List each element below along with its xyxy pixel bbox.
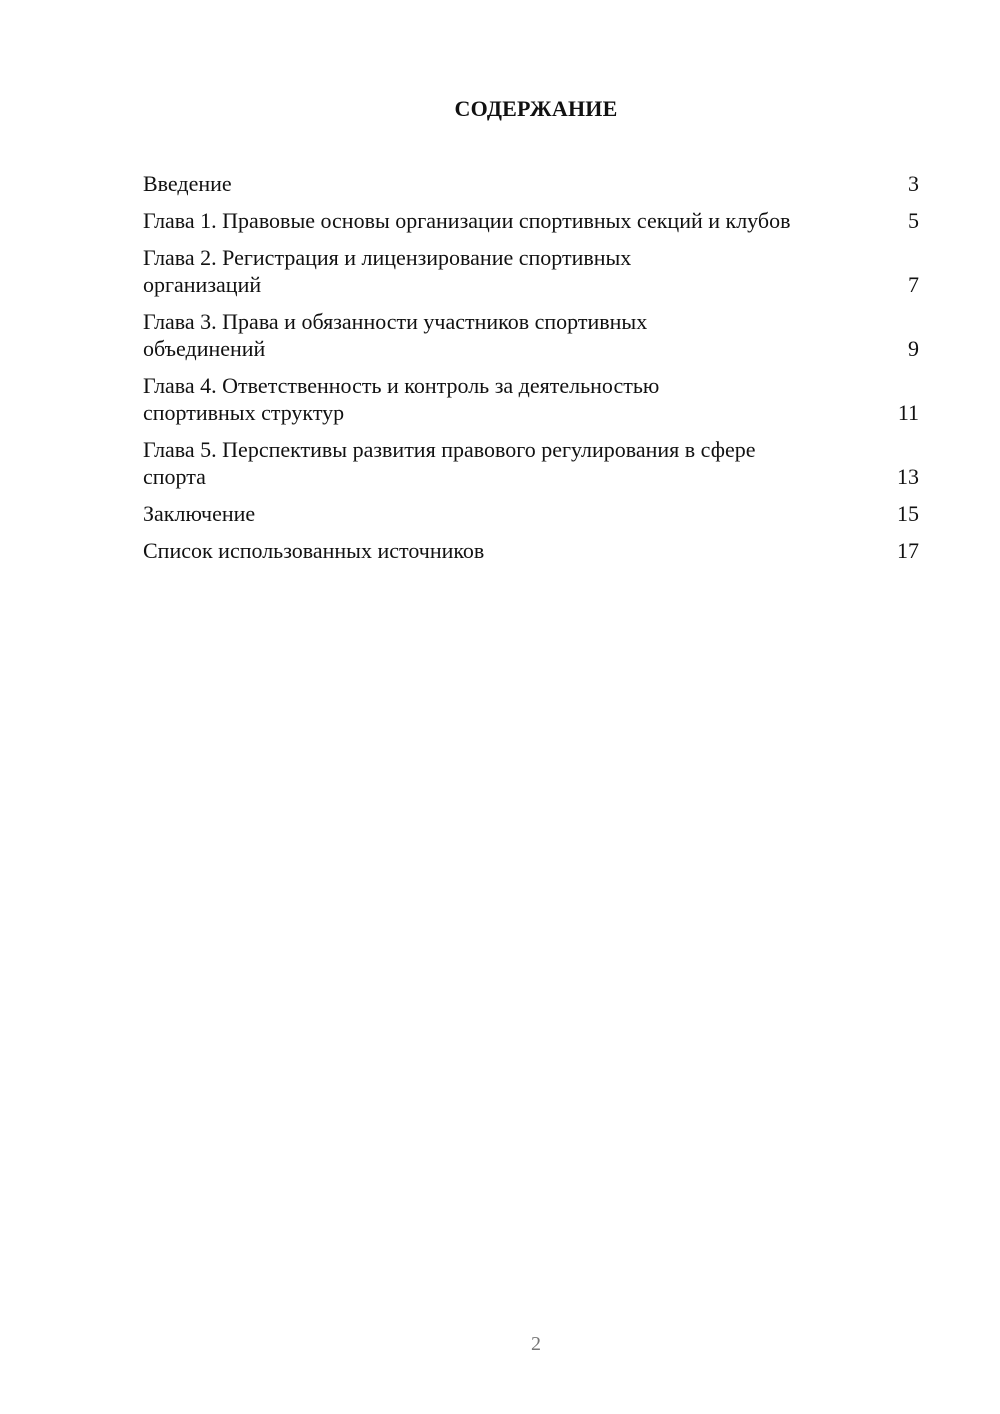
toc-entry-chapter-1 bbox=[143, 207, 919, 234]
toc-entry-label: Список использованных источников bbox=[143, 538, 485, 563]
toc-entry-references bbox=[143, 537, 919, 564]
toc-entry-page: 3 bbox=[908, 171, 919, 196]
toc-entry-chapter-2 bbox=[143, 244, 919, 298]
toc-entry-chapter-4 bbox=[143, 372, 919, 426]
toc-entry-chapter-5 bbox=[143, 436, 919, 490]
toc-entry-page: 13 bbox=[897, 464, 919, 489]
toc-entry-page: 15 bbox=[897, 501, 919, 526]
toc-entry-chapter-3 bbox=[143, 308, 919, 362]
toc-entry-page: 11 bbox=[897, 400, 919, 425]
toc-entry-label: Глава 3. Права и обязанности участников спортивных объединений bbox=[143, 309, 648, 361]
toc-entry-label: Глава 1. Правовые основы организации спортивных секций и клубов bbox=[143, 208, 791, 233]
toc-entry-label: Глава 5. Перспективы развития правового регулирования в сфере спорта bbox=[143, 437, 756, 489]
toc-entry-label: Введение bbox=[143, 171, 232, 196]
toc-entry-label: Глава 2. Регистрация и лицензирование спортивных организаций bbox=[143, 245, 632, 297]
toc-entry-page: 5 bbox=[908, 208, 919, 233]
toc-title: СОДЕРЖАНИЕ bbox=[454, 96, 618, 121]
toc-entry-label: Заключение bbox=[143, 501, 256, 526]
toc-entry-page: 9 bbox=[908, 336, 919, 361]
toc-entry-label: Глава 4. Ответственность и контроль за деятельностью спортивных структур bbox=[143, 373, 660, 425]
page-number: 2 bbox=[531, 1333, 541, 1355]
toc-entry-introduction bbox=[143, 170, 919, 197]
toc-entry-page: 7 bbox=[908, 272, 919, 297]
table-of-contents bbox=[143, 170, 919, 574]
toc-entry-page: 17 bbox=[897, 538, 919, 563]
toc-entry-conclusion bbox=[143, 500, 919, 527]
